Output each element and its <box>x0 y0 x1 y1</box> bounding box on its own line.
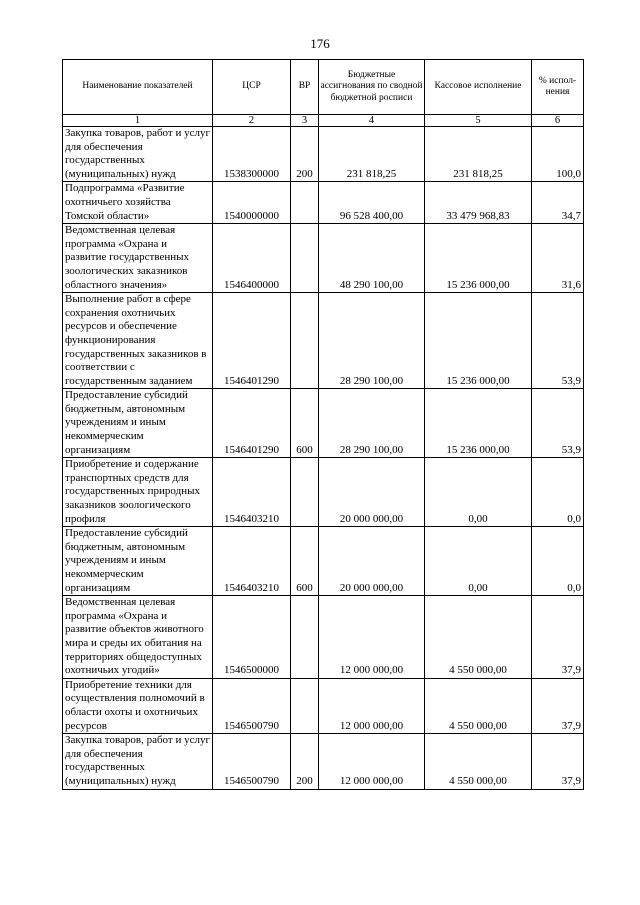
table-row <box>63 224 584 293</box>
row-executed: 15 236 000,00 <box>425 293 532 389</box>
row-name: Приобретение и содержание транспортных средств для государственных природных заказников зоологического профиля <box>63 458 213 527</box>
row-percent: 0,0 <box>532 527 584 596</box>
row-executed: 15 236 000,00 <box>425 224 532 293</box>
row-percent: 37,9 <box>532 734 584 789</box>
row-vr <box>291 293 319 389</box>
row-csr: 1546500000 <box>213 596 291 679</box>
row-name: Закупка товаров, работ и услуг для обеспечения государственных (муниципальных) нужд <box>63 127 213 182</box>
row-csr: 1546500790 <box>213 678 291 733</box>
row-name: Предоставление субсидий бюджетным, автономным учреждениям и иным некоммерческим организациям <box>63 527 213 596</box>
row-csr: 1540000000 <box>213 182 291 224</box>
row-percent: 53,9 <box>532 389 584 458</box>
row-vr: 200 <box>291 734 319 789</box>
row-percent: 53,9 <box>532 293 584 389</box>
row-vr <box>291 182 319 224</box>
table-row <box>63 596 584 679</box>
row-csr: 1546403210 <box>213 458 291 527</box>
row-name: Выполнение работ в сфере сохранения охотничьих ресурсов и обеспечение функционирования государственных заказников в соответствии с государственным заданием <box>63 293 213 389</box>
row-executed: 0,00 <box>425 458 532 527</box>
row-vr <box>291 458 319 527</box>
row-vr <box>291 596 319 679</box>
budget-execution-table <box>62 59 584 790</box>
column-number-row <box>63 115 584 127</box>
column-number: 3 <box>291 115 319 127</box>
row-percent: 0,0 <box>532 458 584 527</box>
table-row <box>63 458 584 527</box>
row-assigned: 20 000 000,00 <box>319 458 425 527</box>
row-name: Предоставление субсидий бюджетным, автономным учреждениям и иным некоммерческим организациям <box>63 389 213 458</box>
column-number: 6 <box>532 115 584 127</box>
row-percent: 37,9 <box>532 678 584 733</box>
row-csr: 1546403210 <box>213 527 291 596</box>
header-indicator-name: Наименование показателей <box>63 60 213 115</box>
row-csr: 1546500790 <box>213 734 291 789</box>
row-executed: 4 550 000,00 <box>425 678 532 733</box>
row-assigned: 12 000 000,00 <box>319 678 425 733</box>
row-assigned: 12 000 000,00 <box>319 596 425 679</box>
page-number: 176 <box>310 36 330 51</box>
header-cash-execution: Кассовое исполнение <box>425 60 532 115</box>
row-csr: 1546400000 <box>213 224 291 293</box>
row-executed: 4 550 000,00 <box>425 596 532 679</box>
row-assigned: 12 000 000,00 <box>319 734 425 789</box>
row-percent: 31,6 <box>532 224 584 293</box>
table-row <box>63 678 584 733</box>
row-percent: 37,9 <box>532 596 584 679</box>
row-name: Ведомственная целевая программа «Охрана и развитие государственных зоологических заказников областного значения» <box>63 224 213 293</box>
header-budget-assignments: Бюджетные ассигнования по сводной бюджетной росписи <box>319 60 425 115</box>
table-row <box>63 293 584 389</box>
row-assigned: 48 290 100,00 <box>319 224 425 293</box>
row-executed: 33 479 968,83 <box>425 182 532 224</box>
row-assigned: 28 290 100,00 <box>319 389 425 458</box>
column-number: 4 <box>319 115 425 127</box>
row-percent: 34,7 <box>532 182 584 224</box>
header-execution-percent: % испол-нения <box>532 60 584 115</box>
row-name: Закупка товаров, работ и услуг для обеспечения государственных (муниципальных) нужд <box>63 734 213 789</box>
row-percent: 100,0 <box>532 127 584 182</box>
row-vr: 600 <box>291 527 319 596</box>
table-row <box>63 527 584 596</box>
row-name: Ведомственная целевая программа «Охрана и развитие объектов животного мира и среды их обитания на территориях общедоступных охотничьих угодий» <box>63 596 213 679</box>
column-number: 5 <box>425 115 532 127</box>
row-name: Приобретение техники для осуществления полномочий в области охоты и охотничьих ресурсов <box>63 678 213 733</box>
row-vr <box>291 678 319 733</box>
row-vr: 600 <box>291 389 319 458</box>
row-assigned: 96 528 400,00 <box>319 182 425 224</box>
row-executed: 15 236 000,00 <box>425 389 532 458</box>
column-number: 1 <box>63 115 213 127</box>
row-vr: 200 <box>291 127 319 182</box>
row-executed: 0,00 <box>425 527 532 596</box>
row-assigned: 231 818,25 <box>319 127 425 182</box>
header-vr: ВР <box>291 60 319 115</box>
row-csr: 1538300000 <box>213 127 291 182</box>
row-csr: 1546401290 <box>213 389 291 458</box>
row-executed: 231 818,25 <box>425 127 532 182</box>
table-row <box>63 182 584 224</box>
table-row <box>63 127 584 182</box>
row-executed: 4 550 000,00 <box>425 734 532 789</box>
row-csr: 1546401290 <box>213 293 291 389</box>
row-assigned: 20 000 000,00 <box>319 527 425 596</box>
table-header-row <box>63 60 584 115</box>
header-csr: ЦСР <box>213 60 291 115</box>
row-name: Подпрограмма «Развитие охотничьего хозяйства Томской области» <box>63 182 213 224</box>
row-vr <box>291 224 319 293</box>
column-number: 2 <box>213 115 291 127</box>
table-row <box>63 734 584 789</box>
table-row <box>63 389 584 458</box>
row-assigned: 28 290 100,00 <box>319 293 425 389</box>
